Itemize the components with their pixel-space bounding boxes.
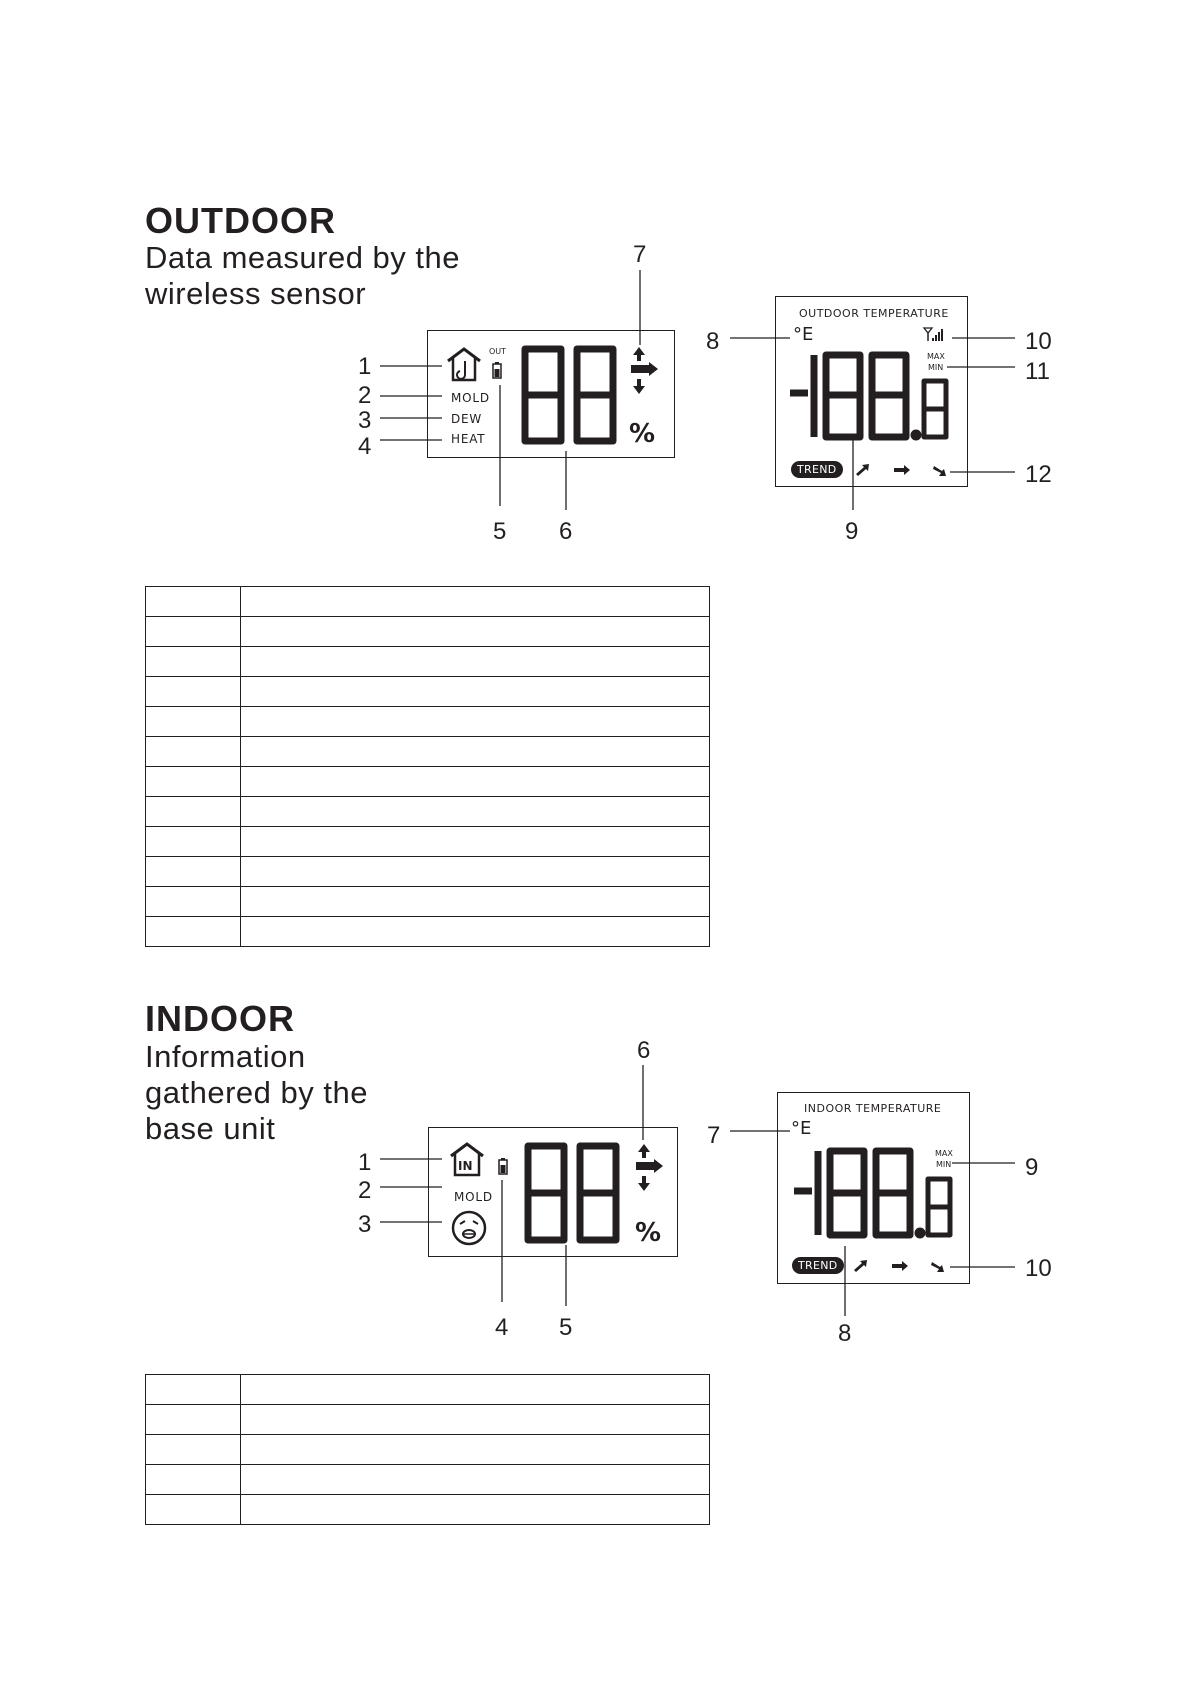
outdoor-trend-badge: TREND xyxy=(791,461,843,478)
outdoor-table-number-cell xyxy=(146,917,241,947)
outdoor-table-row xyxy=(146,887,710,917)
outdoor-table-number-cell xyxy=(146,707,241,737)
indoor-subtitle-line-1: Information xyxy=(145,1039,306,1074)
callout-indoor-2: 2 xyxy=(358,1177,372,1204)
outdoor-table-description-cell xyxy=(241,827,710,857)
indoor-temperature-title: INDOOR TEMPERATURE xyxy=(804,1102,942,1115)
outdoor-table-number-cell xyxy=(146,677,241,707)
outdoor-table-description-cell xyxy=(241,737,710,767)
outdoor-table-row xyxy=(146,647,710,677)
callout-indoor-4: 4 xyxy=(495,1314,509,1341)
callout-indoor-5: 5 xyxy=(559,1314,573,1341)
callout-indoor-8: 8 xyxy=(838,1320,852,1347)
callout-outdoor-1: 1 xyxy=(358,353,372,380)
outdoor-table-number-cell xyxy=(146,617,241,647)
outdoor-table-row xyxy=(146,797,710,827)
callout-outdoor-2: 2 xyxy=(358,382,372,409)
callout-outdoor-11: 11 xyxy=(1025,358,1050,385)
indoor-table-number-cell xyxy=(146,1405,241,1435)
outdoor-table-row xyxy=(146,917,710,947)
indoor-table-row xyxy=(146,1375,710,1405)
outdoor-table-row xyxy=(146,827,710,857)
outdoor-table-description-cell xyxy=(241,917,710,947)
outdoor-callout-lines xyxy=(0,0,1191,560)
dew-label: DEW xyxy=(451,412,483,426)
indoor-heading: INDOOR xyxy=(145,998,295,1039)
outdoor-table-number-cell xyxy=(146,857,241,887)
indoor-table-description-cell xyxy=(241,1465,710,1495)
indoor-table-description-cell xyxy=(241,1405,710,1435)
outdoor-table-row xyxy=(146,737,710,767)
outdoor-subtitle-line-1: Data measured by the xyxy=(145,240,461,275)
callout-indoor-7: 7 xyxy=(707,1122,721,1149)
indoor-table-row xyxy=(146,1495,710,1525)
outdoor-table-number-cell xyxy=(146,887,241,917)
out-label: OUT xyxy=(489,347,507,356)
indoor-table-number-cell xyxy=(146,1465,241,1495)
indoor-table-number-cell xyxy=(146,1375,241,1405)
outdoor-heading: OUTDOOR xyxy=(145,200,336,241)
callout-outdoor-6: 6 xyxy=(559,518,573,545)
indoor-temperature-unit: °E xyxy=(791,1118,812,1139)
callout-indoor-6: 6 xyxy=(637,1037,651,1064)
outdoor-table-description-cell xyxy=(241,797,710,827)
callout-outdoor-12: 12 xyxy=(1025,461,1052,488)
indoor-max-label: MAX xyxy=(935,1149,953,1158)
outdoor-max-label: MAX xyxy=(927,352,945,361)
callout-outdoor-4: 4 xyxy=(358,433,372,460)
outdoor-table-row xyxy=(146,857,710,887)
outdoor-table-description-cell xyxy=(241,677,710,707)
outdoor-min-label: MIN xyxy=(928,363,944,372)
indoor-table-number-cell xyxy=(146,1435,241,1465)
outdoor-table-description-cell xyxy=(241,767,710,797)
callout-outdoor-10: 10 xyxy=(1025,328,1052,355)
outdoor-table-row xyxy=(146,677,710,707)
callout-indoor-1: 1 xyxy=(358,1149,372,1176)
outdoor-table-row xyxy=(146,617,710,647)
callout-outdoor-3: 3 xyxy=(358,407,372,434)
indoor-table-row xyxy=(146,1405,710,1435)
indoor-callout-lines xyxy=(0,1000,1191,1360)
outdoor-temperature-unit: °E xyxy=(793,324,814,345)
indoor-table-number-cell xyxy=(146,1495,241,1525)
outdoor-table-description-cell xyxy=(241,647,710,677)
indoor-table-description-cell xyxy=(241,1375,710,1405)
outdoor-table-row xyxy=(146,767,710,797)
indoor-trend-badge: TREND xyxy=(792,1257,844,1274)
indoor-table-description-cell xyxy=(241,1495,710,1525)
indoor-legend-table xyxy=(145,1374,710,1525)
outdoor-humidity-unit: % xyxy=(629,419,656,449)
outdoor-table-description-cell xyxy=(241,617,710,647)
outdoor-table-number-cell xyxy=(146,797,241,827)
outdoor-table-number-cell xyxy=(146,827,241,857)
indoor-table-row xyxy=(146,1465,710,1495)
outdoor-legend-table xyxy=(145,586,710,947)
outdoor-table-description-cell xyxy=(241,857,710,887)
callout-outdoor-5: 5 xyxy=(493,518,507,545)
indoor-subtitle-line-2: gathered by the xyxy=(145,1075,368,1110)
callout-outdoor-8: 8 xyxy=(706,328,720,355)
callout-outdoor-7: 7 xyxy=(633,241,647,268)
outdoor-table-row xyxy=(146,587,710,617)
indoor-humidity-unit: % xyxy=(635,1218,662,1248)
outdoor-table-number-cell xyxy=(146,737,241,767)
indoor-min-label: MIN xyxy=(936,1160,952,1169)
outdoor-table-number-cell xyxy=(146,647,241,677)
outdoor-temperature-title: OUTDOOR TEMPERATURE xyxy=(799,307,949,320)
heat-label: HEAT xyxy=(451,432,486,446)
indoor-table-row xyxy=(146,1435,710,1465)
outdoor-table-description-cell xyxy=(241,587,710,617)
in-label: IN xyxy=(458,1159,473,1173)
outdoor-table-number-cell xyxy=(146,767,241,797)
indoor-table-description-cell xyxy=(241,1435,710,1465)
callout-indoor-10: 10 xyxy=(1025,1255,1052,1282)
indoor-mold-label: MOLD xyxy=(454,1190,493,1204)
outdoor-table-description-cell xyxy=(241,887,710,917)
callout-indoor-3: 3 xyxy=(358,1211,372,1238)
outdoor-table-row xyxy=(146,707,710,737)
outdoor-table-description-cell xyxy=(241,707,710,737)
callout-indoor-9: 9 xyxy=(1025,1154,1039,1181)
indoor-subtitle-line-3: base unit xyxy=(145,1111,276,1146)
callout-outdoor-9: 9 xyxy=(845,518,859,545)
mold-label: MOLD xyxy=(451,391,490,405)
outdoor-table-number-cell xyxy=(146,587,241,617)
outdoor-subtitle-line-2: wireless sensor xyxy=(145,276,367,311)
